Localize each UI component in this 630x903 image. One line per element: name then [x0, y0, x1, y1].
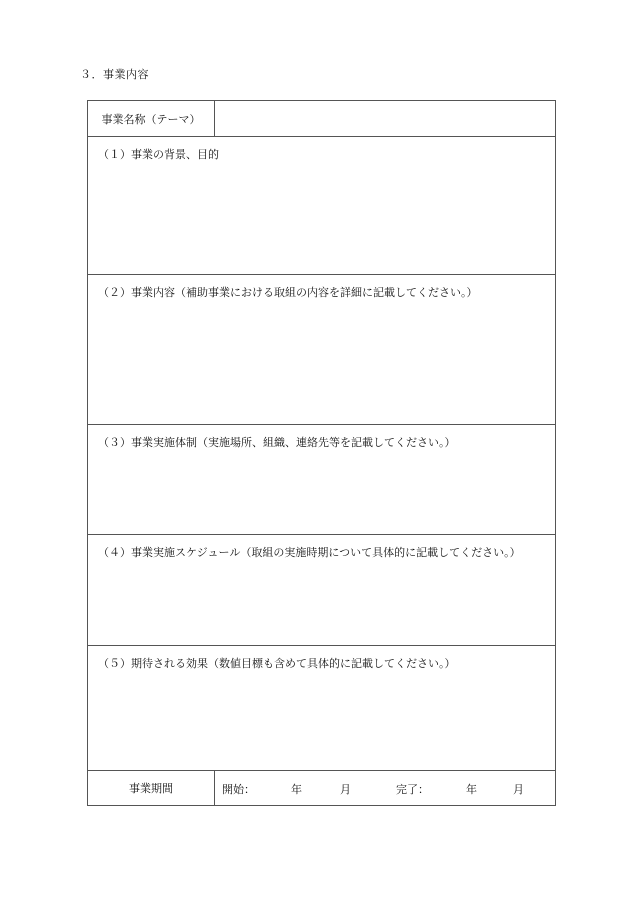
period-end-label: 完了： [396, 783, 429, 796]
section-title: ３．事業内容 [80, 68, 149, 81]
background-purpose-label: （１）事業の背景、目的 [98, 148, 219, 161]
period-start-month: 月 [340, 783, 351, 796]
business-content-form [87, 100, 556, 806]
expected-effects-field[interactable] [88, 646, 555, 771]
theme-field[interactable] [215, 101, 555, 136]
period-field[interactable] [215, 771, 555, 805]
background-purpose-field[interactable] [88, 137, 555, 275]
period-label: 事業期間 [88, 771, 215, 805]
period-end-year: 年 [466, 783, 477, 796]
period-row [88, 771, 555, 805]
business-content-label: （２）事業内容（補助事業における取組の内容を詳細に記載してください。） [98, 286, 478, 299]
period-end-month: 月 [513, 783, 524, 796]
theme-label: 事業名称（テーマ） [88, 101, 215, 136]
period-start-year: 年 [291, 783, 302, 796]
schedule-field[interactable] [88, 535, 555, 646]
schedule-label: （４）事業実施スケジュール（取組の実施時期について具体的に記載してください。） [98, 546, 521, 559]
theme-row [88, 101, 555, 137]
expected-effects-label: （５）期待される効果（数値目標も含めて具体的に記載してください。） [98, 657, 456, 670]
period-start-label: 開始： [222, 783, 255, 796]
implementation-structure-field[interactable] [88, 425, 555, 535]
business-content-field[interactable] [88, 275, 555, 425]
implementation-structure-label: （３）事業実施体制（実施場所、組織、連絡先等を記載してください。） [98, 436, 456, 449]
